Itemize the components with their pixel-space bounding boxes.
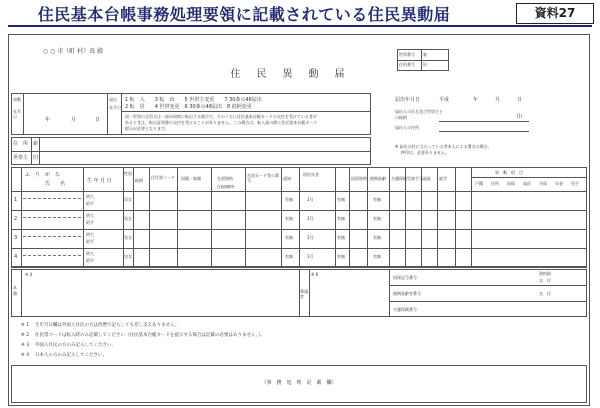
note-4: ※ 4 日本人の方のみ記入してください。 (21, 353, 107, 358)
row-divider (11, 229, 587, 230)
row-divider (11, 210, 587, 211)
col-sex: 性別 (124, 171, 132, 176)
kokuho-options: 有無 (337, 216, 345, 221)
pension-type: 1号 (307, 197, 314, 202)
furigana-divider (23, 255, 81, 256)
col-nationality: 国籍・地域 (181, 176, 201, 181)
col-kokuho: 国保資格 (351, 176, 367, 181)
header-divider (8, 25, 592, 27)
pension-type: 1号 (307, 235, 314, 240)
address-number-label: 住所番号 (399, 62, 415, 67)
notice-date-label: 届出年月日 (395, 97, 421, 103)
head-of-register-label: 筆頭者 (300, 289, 308, 299)
seal-note-2: 押印は、必要ありません。 (401, 150, 450, 155)
sex-options: 男女 (124, 235, 132, 240)
col-birth: 生 年 月 日 (87, 178, 112, 184)
col-jumin-code: 住民票コード (151, 175, 175, 180)
household-number-label: 世帯番号 (399, 52, 415, 57)
honseki-label: 本 籍 (13, 285, 21, 296)
era-option-2: 昭平 (86, 220, 94, 225)
col-kouki: 後期高齢 (370, 176, 386, 181)
kokuho-options: 有無 (337, 235, 345, 240)
note-3: ※ 3 外国人住民の方のみ記入してください。 (21, 343, 116, 348)
row-divider (11, 248, 587, 249)
kouki-options: 有無 (373, 235, 381, 240)
col-zairyu-card: 在留カード等の番号 (247, 173, 279, 183)
pension-options: 有無 (285, 216, 293, 221)
col-furigana: ふ り が な (25, 172, 61, 178)
reason-line-2: 2 転 居 4 世帯変更 6 30条の48届出 8 続柄変更 (125, 104, 252, 110)
era-option-1: 明大 (86, 232, 94, 237)
sex-options: 男女 (124, 254, 132, 259)
era-option-2: 昭平 (86, 239, 94, 244)
col-name: 氏 名 (45, 181, 66, 187)
col-welfare: 福祉 (423, 176, 431, 181)
col-zairyu: 在留資格 (217, 176, 233, 181)
era-option-1: 明大 (86, 194, 94, 199)
kouki-options: 有無 (373, 197, 381, 202)
page-title: 住民基本台帳事務処理要領に記載されている住民異動届 (37, 5, 451, 24)
col-school: 就学 (439, 176, 447, 181)
col-kaigo: 介護保険 (391, 176, 407, 181)
pension-type: 1号 (307, 254, 314, 259)
row-index: 2 (14, 216, 18, 222)
furigana-divider (23, 217, 81, 218)
col-change-items: 異 動 項 目 (495, 170, 523, 175)
col-pension: 国民年金 (303, 172, 319, 177)
note-2: ※ 2 住民票コードは転入時のみ記載してください（住民基本台帳カードを提示する場合は記載の必要はありません。）。 (21, 333, 265, 338)
municipality-address: ○ ○ 市（町 村）長 殿 (43, 48, 104, 55)
kouki-options: 有無 (373, 216, 381, 221)
pension-options: 有無 (285, 235, 293, 240)
pension-options: 有無 (285, 254, 293, 259)
form-title: 住 民 異 動 届 (230, 69, 348, 80)
col-notice: 通知 (283, 176, 291, 181)
col-jido: 児童手当 (407, 176, 423, 181)
processing-label: （事 務 処 理 記 載 欄） (261, 380, 337, 386)
pension-options: 有無 (285, 197, 293, 202)
pension-type: 1号 (307, 216, 314, 221)
furigana-divider (23, 236, 81, 237)
era-option-2: 昭平 (86, 258, 94, 263)
note-1: ※ 1 生年月日欄は外国人住民の方は西暦で記入しても差し支えありません。 (21, 323, 180, 328)
era-option-1: 明大 (86, 213, 94, 218)
col-zairyu-term: 在留期間等 (217, 185, 235, 189)
seal-mark: 印 (517, 114, 523, 120)
row-index: 1 (14, 197, 18, 203)
document-badge: 資料27 (516, 3, 594, 24)
era-option-2: 昭平 (86, 201, 94, 206)
kokuho-options: 有無 (337, 197, 345, 202)
reason-line-1: 1 転 入 3 転 出 5 世帯主変更 7 30条の46届出 (125, 97, 262, 103)
seal-note-1: ※ 届出の任に当たっている者本人による署名の場合、 (395, 144, 492, 149)
resident-move-form: ○ ○ 市（町 村）長 殿 住 民 異 動 届 世帯番号 住所番号 新 旧 異動 年月日 年 月 日 届出 年月日 1 転 入 3 転 出 5 世帯主変更 7 30条の46届出 2 転 居 4 世帯変更 6 30条の48届出 8 続柄変更 同一世帯の全員又は一部が同時に転出する場合で、そのうちに住民基本台帳カードの交付を受けている者が あるときは、転出証明書の交付を受けることがありません。この場合は、転入届の際に住民基本台帳カード 提示が必要となります。 届出年月日 平成 年 月 日 届出人の氏名及び世帯主と の続柄 印 届出人の住所 ※ 届出の任に当たっている者本人による署名の場合、 押印は、必要ありません。 住 所 新 旧 世帯主 ふ り が な 氏 名 生 年 月 日 性別 続柄 住民票コード 国籍・地域 在留資格 在留期間等 在留カード等の番号 通知 国民年金 国保資格 後期高齢 介護保険 児童手当 福祉 就学 異 動 項 目 戸籍 住所 国保 高医 介保 年金 児手 1 明大 昭平 男女 有無 1号 有無 有無 2 明大 昭平 男女 有無 1号 有無 有無 3 明大 昭平 男女 有無 1号 有無 有無 4 明大 昭平 男女 有無 1号 有無 有無 本 籍 ※ 4 ※ 6 筆頭者 国保記号番号 後期高齢者番号 介護保険番号 資格取 交 付 交 付 ※ 1 生年月日欄は外国人住民の方は西暦で記入しても差し支えありません。 ※ 2 住民票コードは転入時のみ記載してください（住民基本台帳カードを提示する場合は記載の必要はありません。）。 ※ 3 外国人住民の方のみ記入してください。 ※ 4 日本人の方のみ記入してください。 （事 務 処 理 記 載 欄） (8, 34, 590, 406)
row-divider (11, 267, 587, 268)
row-index: 4 (14, 254, 18, 260)
kokuho-options: 有無 (337, 254, 345, 259)
furigana-divider (23, 198, 81, 199)
row-index: 3 (14, 235, 18, 241)
col-relation: 続柄 (135, 178, 143, 183)
sex-options: 男女 (124, 197, 132, 202)
kouki-options: 有無 (373, 254, 381, 259)
sex-options: 男女 (124, 216, 132, 221)
era-option-1: 明大 (86, 251, 94, 256)
